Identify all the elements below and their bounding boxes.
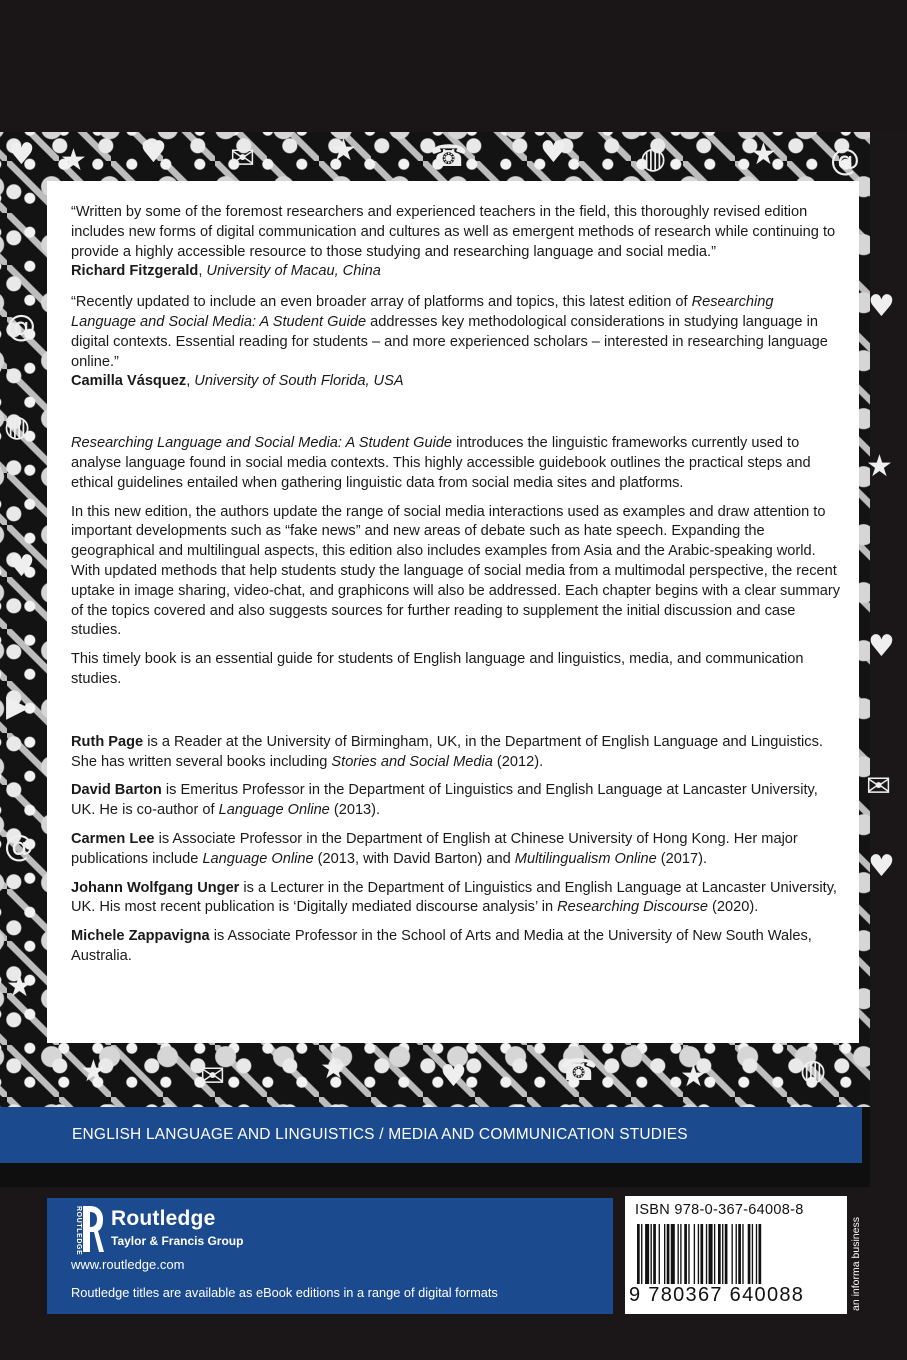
author-bio: Ruth Page is a Reader at the University of Birmingham, UK, in the Department of English Language and Linguistics. She has written several books including Stories and Social Media (2012). — [71, 733, 823, 770]
barcode-bar — [756, 1224, 757, 1284]
envelope-icon: ✉ — [200, 1059, 226, 1094]
barcode-bar — [637, 1224, 640, 1284]
svg-text:ROUTLEDGE — [75, 1206, 82, 1255]
barcode-bar — [698, 1224, 699, 1284]
endorsement-credit: Richard Fitzgerald, University of Macau, China — [71, 263, 381, 280]
endorser-name: Camilla Vásquez — [71, 373, 187, 390]
heart-icon: ♥ — [868, 849, 895, 884]
heart-icon: ♥ — [8, 549, 35, 584]
author-name: Michele Zappavigna — [71, 928, 210, 945]
book-title: Researching Language and Social Media: A Student Guide — [71, 294, 774, 330]
isbn-label: ISBN 978-0-367-64008-8 — [635, 1202, 804, 1218]
endorsement-2 — [71, 293, 841, 392]
barcode-bar — [664, 1224, 665, 1284]
barcode-bar — [709, 1224, 713, 1284]
star-icon: ★ — [866, 449, 893, 484]
endorser-affiliation: University of South Florida, USA — [194, 373, 404, 390]
barcode-bar — [759, 1224, 762, 1284]
heart-icon: ♥ — [8, 137, 35, 172]
barcode-bar — [714, 1224, 715, 1284]
publisher-group: Taylor & Francis Group — [111, 1234, 244, 1248]
author-name: Ruth Page — [71, 733, 144, 750]
star-icon: ★ — [320, 1051, 347, 1086]
author-name: Johann Wolfgang Unger — [71, 879, 240, 896]
barcode-bar — [722, 1224, 723, 1284]
endorsement-text: “Recently updated to include an even broader array of platforms and topics, this latest edition of Researching Language and Social Media: A Student Guide addresses key methodological considerations in studying language in digital contexts. Essential reading for students – and more experienced scholars – interested in researching language online.” — [71, 294, 828, 370]
barcode-bar — [752, 1224, 753, 1284]
barcode-bar — [725, 1224, 728, 1284]
globe-icon: ◍ — [800, 1053, 827, 1088]
barcode-bar — [651, 1224, 652, 1284]
star-icon: ★ — [6, 969, 33, 1004]
barcode-bar — [718, 1224, 721, 1284]
author-name: David Barton — [71, 782, 162, 799]
subject-category-bar — [0, 1107, 862, 1163]
informa-tag — [846, 1197, 870, 1315]
endorser-affiliation: University of Macau, China — [206, 263, 381, 280]
barcode-bar — [694, 1224, 695, 1284]
barcode-bar — [738, 1224, 741, 1284]
barcode-bar — [742, 1224, 743, 1284]
logo-vertical-text: ROUTLEDGE — [75, 1206, 82, 1256]
envelope-icon: ✉ — [866, 769, 892, 804]
barcode-number: 9 780367 640088 — [629, 1284, 805, 1306]
barcode-bar — [700, 1224, 703, 1284]
globe-icon: ◍ — [640, 141, 667, 176]
barcode-bar — [659, 1224, 660, 1284]
barcode-bar — [680, 1224, 681, 1284]
globe-icon: ◍ — [4, 409, 31, 444]
content-panel — [47, 181, 859, 1043]
author-name: Carmen Lee — [71, 830, 155, 847]
author-bio: Carmen Lee is Associate Professor in the Department of English at Chinese University of Hong Kong. Her major publications include Language Online (2013, with David Barton) and Multilingualism Online (2017). — [71, 830, 798, 867]
phone-icon: ☎ — [430, 139, 468, 174]
barcode-bar — [684, 1224, 687, 1284]
phone-icon: ☎ — [560, 1053, 598, 1088]
author-bio: Michele Zappavigna is Associate Professor in the School of Arts and Media at the University of New South Wales, Australia. — [71, 928, 812, 964]
barcode-bar — [736, 1224, 737, 1284]
barcode-bar — [678, 1224, 679, 1284]
heart-icon: ♥ — [140, 135, 167, 170]
endorsement-text: “Written by some of the foremost researchers and experienced teachers in the field, this thoroughly revised edition includes new forms of digital communication and cultures as well as emergent methods of research while continuing to provide a highly accessible resource to those studying and researching language and social media.” — [71, 204, 836, 260]
book-title: Researching Language and Social Media: A Student Guide — [71, 435, 453, 452]
description-paragraph-3: This timely book is an essential guide for students of English language and linguistics, media, and communication studies. — [71, 651, 804, 687]
barcode-bar — [667, 1224, 670, 1284]
subject-category: ENGLISH LANGUAGE AND LINGUISTICS / MEDIA AND COMMUNICATION STUDIES — [72, 1126, 688, 1143]
barcode-bar — [641, 1224, 642, 1284]
routledge-logo-icon — [68, 1202, 104, 1256]
author-bio: David Barton is Emeritus Professor in the Department of Linguistics and English Language at Lancaster University, UK. He is co-author of Language Online (2013). — [71, 782, 818, 819]
at-sign-icon: @ — [830, 143, 860, 178]
envelope-icon: ✉ — [230, 141, 256, 176]
at-sign-icon: @ — [6, 309, 36, 344]
author-bio: Johann Wolfgang Unger is a Lecturer in the Department of Linguistics and English Language at Lancaster University, UK. His most recent publication is ‘Digitally mediated discourse analysis’ in Researching Discourse (2020). — [71, 879, 837, 916]
play-icon: ▶ — [6, 689, 30, 724]
description-paragraph-2: In this new edition, the authors update the range of social media interactions used as examples and draw attention to important developments such as “fake news” and new areas of debate such as hate speech. Expanding the geographical and multilingual aspects, this edition also includes examples from Asia and the Arabic-speaking world. With updated methods that help students study the language of social media from a multimodal perspective, the recent uptake in image sharing, video-chat, and graphicons will also be addressed. Each chapter begins with a clear summary of the topics covered and also suggests sources for further reading to supplement the initial discussion and case studies. — [71, 503, 841, 639]
heart-icon: ♥ — [868, 629, 895, 664]
ebook-note: Routledge titles are available as eBook editions in a range of digital formats — [71, 1285, 498, 1300]
barcode-bar — [653, 1224, 656, 1284]
heart-icon: ♥ — [540, 135, 567, 170]
star-icon: ★ — [60, 143, 87, 178]
publisher-name: Routledge — [111, 1207, 216, 1230]
description-paragraph-1: Researching Language and Social Media: A Student Guide introduces the linguistic frameworks currently used to analyse language found in social media contexts. This highly accessible guidebook outlines the practical steps and ethical guidelines entailed when gathering linguistic data from social media sites and platforms. — [71, 435, 811, 491]
barcode-bar — [645, 1224, 649, 1284]
heart-icon: ♥ — [868, 289, 895, 324]
star-icon: ★ — [80, 1054, 107, 1089]
informa-text: an informa business — [850, 1217, 862, 1311]
publisher-website-link[interactable]: www.routledge.com — [71, 1257, 185, 1272]
star-icon: ★ — [330, 133, 357, 168]
isbn-barcode-box — [625, 1196, 847, 1314]
barcode-bar — [748, 1224, 751, 1284]
barcode-bar — [706, 1224, 707, 1284]
star-icon: ★ — [750, 137, 777, 172]
heart-icon: ♥ — [440, 1059, 467, 1094]
endorsement-1 — [71, 203, 841, 282]
barcode-bar — [688, 1224, 689, 1284]
top-margin — [0, 0, 907, 132]
endorsement-credit: Camilla Vásquez, University of South Florida, USA — [71, 373, 404, 390]
barcode-bar — [671, 1224, 675, 1284]
publisher-block — [47, 1198, 613, 1314]
barcode-bar — [732, 1224, 733, 1284]
star-icon: ★ — [680, 1059, 707, 1094]
endorser-name: Richard Fitzgerald — [71, 263, 199, 280]
at-sign-icon: @ — [4, 829, 34, 864]
barcode-icon — [637, 1224, 835, 1284]
